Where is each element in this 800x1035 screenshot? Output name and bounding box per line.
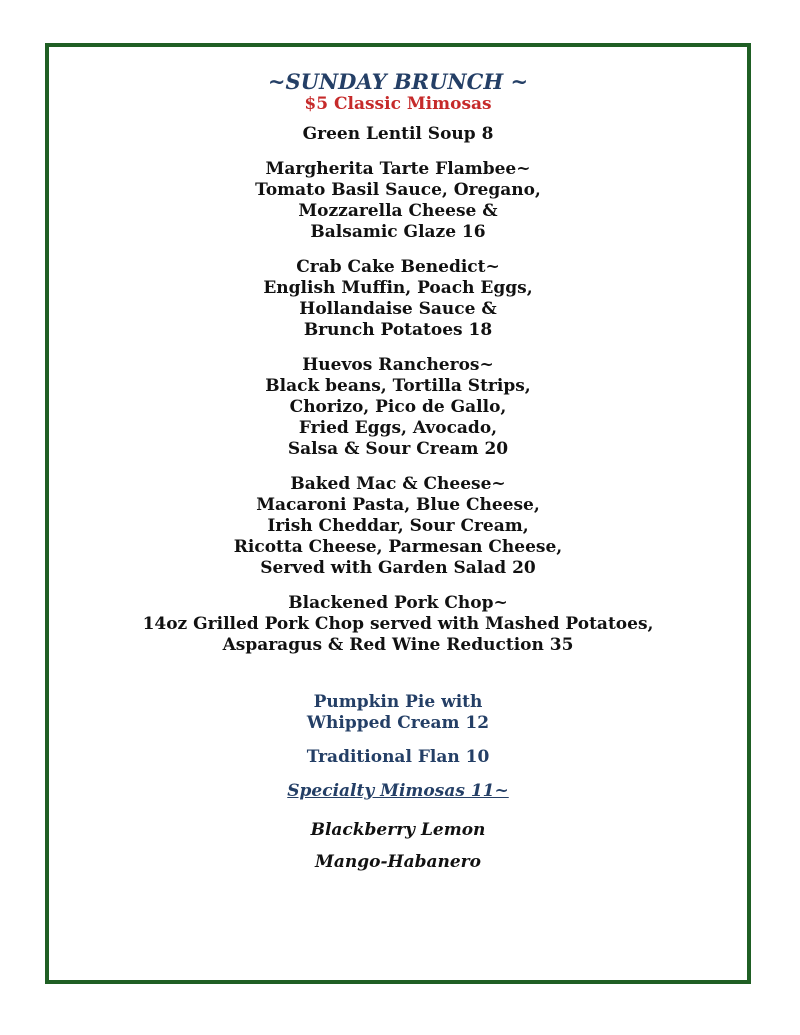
menu-item-line: Asparagus & Red Wine Reduction 35 bbox=[222, 635, 574, 655]
dessert-pumpkin-pie bbox=[45, 692, 751, 734]
dessert-line: Whipped Cream 12 bbox=[306, 713, 490, 733]
menu-item-line: Mozzarella Cheese & bbox=[298, 201, 498, 221]
menu-item-line: Crab Cake Benedict~ bbox=[296, 257, 500, 277]
menu-item-line: Baked Mac & Cheese~ bbox=[290, 474, 506, 494]
section-spacer bbox=[45, 670, 751, 692]
menu-item-line: Balsamic Glaze 16 bbox=[310, 222, 486, 242]
menu-item-line: Irish Cheddar, Sour Cream, bbox=[267, 516, 529, 536]
menu-item-soup bbox=[45, 124, 751, 145]
specialty-mimosa-item: Blackberry Lemon bbox=[310, 820, 486, 840]
menu-item-huevos-rancheros bbox=[45, 355, 751, 460]
menu-item-line: Ricotta Cheese, Parmesan Cheese, bbox=[233, 537, 563, 557]
menu-item-crab-cake-benedict bbox=[45, 257, 751, 341]
menu-item-pork-chop bbox=[45, 593, 751, 656]
menu-item-line: 14oz Grilled Pork Chop served with Mashed Potatoes, bbox=[142, 614, 654, 634]
menu-item-line: English Muffin, Poach Eggs, bbox=[263, 278, 533, 298]
dessert-flan bbox=[45, 747, 751, 768]
specialty-mimosas-heading: Specialty Mimosas 11~ bbox=[287, 781, 509, 801]
dessert-line: Pumpkin Pie with bbox=[313, 692, 483, 712]
menu-item-line: Served with Garden Salad 20 bbox=[260, 558, 536, 578]
menu-item-line: Huevos Rancheros~ bbox=[302, 355, 494, 375]
menu-item-line: Tomato Basil Sauce, Oregano, bbox=[255, 180, 541, 200]
menu-item-line: Chorizo, Pico de Gallo, bbox=[289, 397, 507, 417]
menu-item-line: Black beans, Tortilla Strips, bbox=[265, 376, 531, 396]
menu-item-line: Macaroni Pasta, Blue Cheese, bbox=[256, 495, 540, 515]
menu-item-line: Hollandaise Sauce & bbox=[299, 299, 497, 319]
menu-item-line: Salsa & Sour Cream 20 bbox=[287, 439, 509, 459]
promo-line: $5 Classic Mimosas bbox=[304, 94, 492, 114]
menu-item-line: Brunch Potatoes 18 bbox=[303, 320, 493, 340]
menu-item-line: Green Lentil Soup 8 bbox=[302, 124, 494, 144]
menu-item-line: Fried Eggs, Avocado, bbox=[298, 418, 498, 438]
menu-item-tarte-flambee bbox=[45, 159, 751, 243]
menu-item-line: Margherita Tarte Flambee~ bbox=[265, 159, 531, 179]
brunch-menu bbox=[45, 70, 751, 884]
menu-item-mac-and-cheese bbox=[45, 474, 751, 579]
menu-item-line: Blackened Pork Chop~ bbox=[288, 593, 508, 613]
dessert-line: Traditional Flan 10 bbox=[306, 747, 490, 767]
menu-title: ~SUNDAY BRUNCH ~ bbox=[267, 69, 529, 94]
specialty-mimosa-item: Mango-Habanero bbox=[315, 852, 481, 872]
